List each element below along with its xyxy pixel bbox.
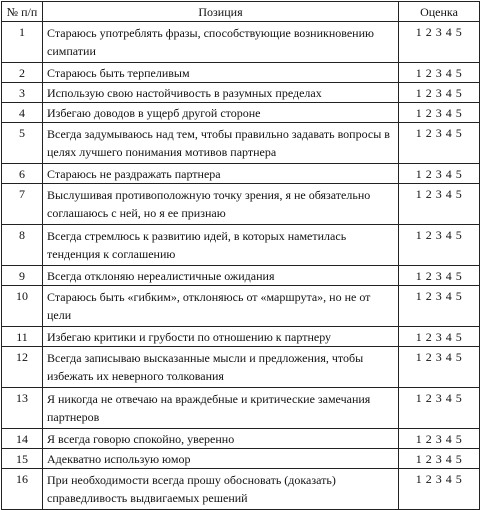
header-position: Позиция bbox=[43, 2, 399, 22]
row-number: 1 bbox=[2, 22, 43, 63]
row-number: 16 bbox=[2, 469, 43, 510]
row-score-scale: 1 2 3 4 5 bbox=[399, 123, 480, 164]
row-score-scale: 1 2 3 4 5 bbox=[399, 388, 480, 429]
table-row bbox=[2, 388, 480, 429]
row-position-text: Выслушивая противоположную точку зрения, я не обязательно соглашаюсь с ней, но я ее признаю bbox=[43, 184, 399, 225]
table-row bbox=[2, 83, 480, 103]
row-number: 6 bbox=[2, 164, 43, 184]
row-position-text: Стараюсь употреблять фразы, способствующие возникновению симпатии bbox=[43, 22, 399, 63]
row-number: 2 bbox=[2, 63, 43, 83]
row-number: 7 bbox=[2, 184, 43, 225]
row-position-text: Адекватно использую юмор bbox=[43, 449, 399, 469]
table-row bbox=[2, 347, 480, 388]
row-score-scale: 1 2 3 4 5 bbox=[399, 83, 480, 103]
row-score-scale: 1 2 3 4 5 bbox=[399, 63, 480, 83]
table-row bbox=[2, 469, 480, 510]
row-position-text: Я никогда не отвечаю на враждебные и критические замечания партнеров bbox=[43, 388, 399, 429]
table-row bbox=[2, 123, 480, 164]
row-score-scale: 1 2 3 4 5 bbox=[399, 225, 480, 266]
row-score-scale: 1 2 3 4 5 bbox=[399, 22, 480, 63]
row-score-scale: 1 2 3 4 5 bbox=[399, 266, 480, 286]
row-position-text: Всегда отклоняю нереалистичные ожидания bbox=[43, 266, 399, 286]
row-number: 11 bbox=[2, 327, 43, 347]
table-row bbox=[2, 286, 480, 327]
row-number: 8 bbox=[2, 225, 43, 266]
questionnaire-table bbox=[1, 1, 480, 510]
row-position-text: При необходимости всегда прошу обосновать (доказать) справедливость выдвигаемых решений bbox=[43, 469, 399, 510]
table-row bbox=[2, 164, 480, 184]
table-row bbox=[2, 225, 480, 266]
row-position-text: Избегаю доводов в ущерб другой стороне bbox=[43, 103, 399, 123]
row-number: 15 bbox=[2, 449, 43, 469]
row-score-scale: 1 2 3 4 5 bbox=[399, 429, 480, 449]
row-number: 13 bbox=[2, 388, 43, 429]
row-score-scale: 1 2 3 4 5 bbox=[399, 449, 480, 469]
table-row bbox=[2, 327, 480, 347]
row-number: 9 bbox=[2, 266, 43, 286]
table-row bbox=[2, 63, 480, 83]
row-position-text: Стараюсь не раздражать партнера bbox=[43, 164, 399, 184]
row-score-scale: 1 2 3 4 5 bbox=[399, 164, 480, 184]
row-position-text: Избегаю критики и грубости по отношению к партнеру bbox=[43, 327, 399, 347]
row-score-scale: 1 2 3 4 5 bbox=[399, 103, 480, 123]
row-score-scale: 1 2 3 4 5 bbox=[399, 286, 480, 327]
row-score-scale: 1 2 3 4 5 bbox=[399, 347, 480, 388]
table-row bbox=[2, 103, 480, 123]
row-score-scale: 1 2 3 4 5 bbox=[399, 469, 480, 510]
table-row bbox=[2, 266, 480, 286]
row-position-text: Всегда стремлюсь к развитию идей, в которых наметилась тенденция к соглашению bbox=[43, 225, 399, 266]
header-score: Оценка bbox=[399, 2, 480, 22]
row-number: 12 bbox=[2, 347, 43, 388]
row-position-text: Всегда записываю высказанные мысли и предложения, чтобы избежать их неверного толкования bbox=[43, 347, 399, 388]
row-position-text: Я всегда говорю спокойно, уверенно bbox=[43, 429, 399, 449]
table-row bbox=[2, 184, 480, 225]
row-number: 4 bbox=[2, 103, 43, 123]
row-position-text: Стараюсь быть терпеливым bbox=[43, 63, 399, 83]
table-row bbox=[2, 449, 480, 469]
table-row bbox=[2, 429, 480, 449]
row-score-scale: 1 2 3 4 5 bbox=[399, 184, 480, 225]
row-number: 10 bbox=[2, 286, 43, 327]
row-position-text: Стараюсь быть «гибким», отклоняюсь от «маршрута», но не от цели bbox=[43, 286, 399, 327]
row-number: 14 bbox=[2, 429, 43, 449]
row-number: 5 bbox=[2, 123, 43, 164]
row-position-text: Всегда задумываюсь над тем, чтобы правильно задавать вопросы в целях лучшего понимания мотивов партнера bbox=[43, 123, 399, 164]
header-num: № п/п bbox=[2, 2, 43, 22]
row-number: 3 bbox=[2, 83, 43, 103]
row-score-scale: 1 2 3 4 5 bbox=[399, 327, 480, 347]
table-row bbox=[2, 22, 480, 63]
header-row bbox=[2, 2, 480, 22]
row-position-text: Использую свою настойчивость в разумных пределах bbox=[43, 83, 399, 103]
